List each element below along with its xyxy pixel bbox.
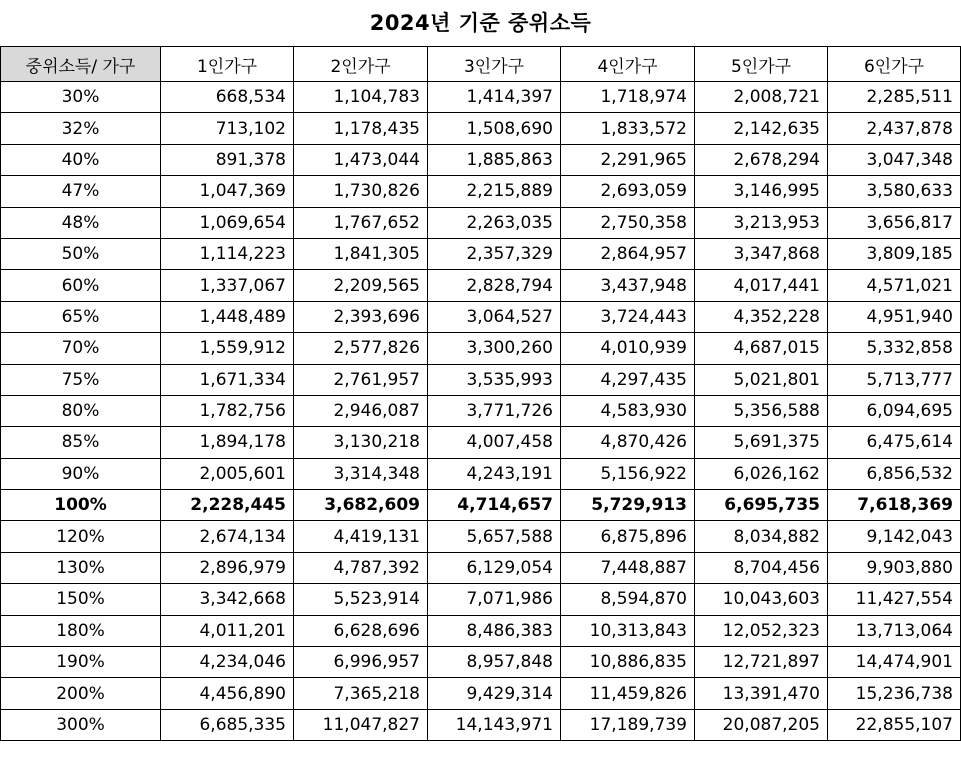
income-value-cell: 2,285,511 <box>828 82 961 113</box>
income-value-cell: 3,300,260 <box>428 333 561 364</box>
table-row <box>1 584 961 615</box>
row-percentage-label: 48% <box>1 207 161 238</box>
row-percentage-label: 75% <box>1 364 161 395</box>
table-row <box>1 113 961 144</box>
income-value-cell: 7,618,369 <box>828 490 961 521</box>
table-row <box>1 238 961 269</box>
income-value-cell: 17,189,739 <box>561 709 695 740</box>
row-percentage-label: 180% <box>1 615 161 646</box>
income-value-cell: 6,875,896 <box>561 521 695 552</box>
income-value-cell: 2,896,979 <box>161 552 294 583</box>
income-value-cell: 3,580,633 <box>828 176 961 207</box>
income-value-cell: 14,143,971 <box>428 709 561 740</box>
income-value-cell: 6,685,335 <box>161 709 294 740</box>
table-row <box>1 395 961 426</box>
table-row <box>1 333 961 364</box>
row-percentage-label: 30% <box>1 82 161 113</box>
income-value-cell: 7,071,986 <box>428 584 561 615</box>
row-percentage-label: 65% <box>1 301 161 332</box>
income-value-cell: 1,178,435 <box>294 113 428 144</box>
income-value-cell: 1,671,334 <box>161 364 294 395</box>
income-value-cell: 2,693,059 <box>561 176 695 207</box>
column-header-6-person: 6인가구 <box>828 47 961 82</box>
income-value-cell: 2,142,635 <box>695 113 828 144</box>
income-value-cell: 7,448,887 <box>561 552 695 583</box>
income-value-cell: 12,052,323 <box>695 615 828 646</box>
income-value-cell: 2,750,358 <box>561 207 695 238</box>
row-percentage-label: 200% <box>1 678 161 709</box>
income-value-cell: 2,209,565 <box>294 270 428 301</box>
income-value-cell: 8,034,882 <box>695 521 828 552</box>
income-value-cell: 1,047,369 <box>161 176 294 207</box>
income-value-cell: 2,761,957 <box>294 364 428 395</box>
income-value-cell: 3,213,953 <box>695 207 828 238</box>
income-value-cell: 1,473,044 <box>294 144 428 175</box>
income-value-cell: 5,691,375 <box>695 427 828 458</box>
income-value-cell: 3,347,868 <box>695 238 828 269</box>
income-value-cell: 1,894,178 <box>161 427 294 458</box>
income-value-cell: 2,946,087 <box>294 395 428 426</box>
income-value-cell: 4,007,458 <box>428 427 561 458</box>
income-value-cell: 20,087,205 <box>695 709 828 740</box>
table-row <box>1 709 961 740</box>
income-value-cell: 5,657,588 <box>428 521 561 552</box>
income-value-cell: 3,682,609 <box>294 490 428 521</box>
income-value-cell: 3,771,726 <box>428 395 561 426</box>
table-row <box>1 490 961 521</box>
income-value-cell: 1,767,652 <box>294 207 428 238</box>
table-row <box>1 301 961 332</box>
income-value-cell: 11,427,554 <box>828 584 961 615</box>
income-value-cell: 4,011,201 <box>161 615 294 646</box>
table-row <box>1 678 961 709</box>
row-percentage-label: 40% <box>1 144 161 175</box>
column-header-5-person: 5인가구 <box>695 47 828 82</box>
income-value-cell: 4,583,930 <box>561 395 695 426</box>
column-header-1-person: 1인가구 <box>161 47 294 82</box>
income-value-cell: 3,724,443 <box>561 301 695 332</box>
column-header-2-person: 2인가구 <box>294 47 428 82</box>
income-value-cell: 6,475,614 <box>828 427 961 458</box>
income-value-cell: 1,885,863 <box>428 144 561 175</box>
income-value-cell: 3,146,995 <box>695 176 828 207</box>
income-value-cell: 2,864,957 <box>561 238 695 269</box>
income-value-cell: 13,391,470 <box>695 678 828 709</box>
income-value-cell: 4,571,021 <box>828 270 961 301</box>
income-value-cell: 2,263,035 <box>428 207 561 238</box>
income-value-cell: 1,782,756 <box>161 395 294 426</box>
income-value-cell: 3,064,527 <box>428 301 561 332</box>
income-value-cell: 6,094,695 <box>828 395 961 426</box>
income-value-cell: 2,008,721 <box>695 82 828 113</box>
income-value-cell: 1,104,783 <box>294 82 428 113</box>
income-value-cell: 11,459,826 <box>561 678 695 709</box>
income-value-cell: 8,957,848 <box>428 647 561 678</box>
income-value-cell: 4,243,191 <box>428 458 561 489</box>
income-value-cell: 5,713,777 <box>828 364 961 395</box>
income-value-cell: 4,419,131 <box>294 521 428 552</box>
table-row <box>1 647 961 678</box>
income-value-cell: 8,486,383 <box>428 615 561 646</box>
median-income-table <box>0 46 961 741</box>
income-value-cell: 2,678,294 <box>695 144 828 175</box>
table-row <box>1 270 961 301</box>
income-value-cell: 5,332,858 <box>828 333 961 364</box>
income-value-cell: 10,043,603 <box>695 584 828 615</box>
income-value-cell: 4,687,015 <box>695 333 828 364</box>
income-value-cell: 9,429,314 <box>428 678 561 709</box>
income-value-cell: 9,142,043 <box>828 521 961 552</box>
income-value-cell: 891,378 <box>161 144 294 175</box>
income-value-cell: 3,437,948 <box>561 270 695 301</box>
income-value-cell: 4,951,940 <box>828 301 961 332</box>
income-value-cell: 7,365,218 <box>294 678 428 709</box>
income-value-cell: 4,870,426 <box>561 427 695 458</box>
table-body <box>1 82 961 741</box>
income-value-cell: 4,714,657 <box>428 490 561 521</box>
income-value-cell: 3,809,185 <box>828 238 961 269</box>
income-value-cell: 2,393,696 <box>294 301 428 332</box>
table-header-row <box>1 47 961 82</box>
table-row <box>1 144 961 175</box>
income-value-cell: 2,828,794 <box>428 270 561 301</box>
income-value-cell: 668,534 <box>161 82 294 113</box>
row-percentage-label: 70% <box>1 333 161 364</box>
income-value-cell: 2,357,329 <box>428 238 561 269</box>
table-row <box>1 176 961 207</box>
income-value-cell: 8,704,456 <box>695 552 828 583</box>
income-value-cell: 1,069,654 <box>161 207 294 238</box>
income-value-cell: 1,508,690 <box>428 113 561 144</box>
income-value-cell: 11,047,827 <box>294 709 428 740</box>
income-value-cell: 1,414,397 <box>428 82 561 113</box>
income-value-cell: 10,886,835 <box>561 647 695 678</box>
income-value-cell: 3,656,817 <box>828 207 961 238</box>
income-value-cell: 1,841,305 <box>294 238 428 269</box>
income-value-cell: 2,437,878 <box>828 113 961 144</box>
row-percentage-label: 85% <box>1 427 161 458</box>
income-value-cell: 4,456,890 <box>161 678 294 709</box>
income-value-cell: 3,535,993 <box>428 364 561 395</box>
income-value-cell: 1,114,223 <box>161 238 294 269</box>
income-value-cell: 713,102 <box>161 113 294 144</box>
income-value-cell: 15,236,738 <box>828 678 961 709</box>
column-header-3-person: 3인가구 <box>428 47 561 82</box>
income-value-cell: 3,314,348 <box>294 458 428 489</box>
table-row <box>1 458 961 489</box>
income-value-cell: 6,026,162 <box>695 458 828 489</box>
income-value-cell: 1,718,974 <box>561 82 695 113</box>
table-row <box>1 615 961 646</box>
income-value-cell: 6,695,735 <box>695 490 828 521</box>
income-value-cell: 2,005,601 <box>161 458 294 489</box>
row-percentage-label: 130% <box>1 552 161 583</box>
row-percentage-label: 100% <box>1 490 161 521</box>
row-percentage-label: 190% <box>1 647 161 678</box>
income-value-cell: 6,628,696 <box>294 615 428 646</box>
income-value-cell: 2,577,826 <box>294 333 428 364</box>
income-value-cell: 1,448,489 <box>161 301 294 332</box>
table-row <box>1 521 961 552</box>
table-row <box>1 427 961 458</box>
income-value-cell: 6,856,532 <box>828 458 961 489</box>
income-value-cell: 4,017,441 <box>695 270 828 301</box>
income-value-cell: 3,047,348 <box>828 144 961 175</box>
income-value-cell: 5,356,588 <box>695 395 828 426</box>
corner-header-cell: 중위소득/ 가구 <box>1 47 161 82</box>
row-percentage-label: 300% <box>1 709 161 740</box>
row-percentage-label: 32% <box>1 113 161 144</box>
income-value-cell: 22,855,107 <box>828 709 961 740</box>
income-value-cell: 2,228,445 <box>161 490 294 521</box>
income-value-cell: 4,010,939 <box>561 333 695 364</box>
income-value-cell: 5,523,914 <box>294 584 428 615</box>
table-row <box>1 364 961 395</box>
row-percentage-label: 90% <box>1 458 161 489</box>
income-value-cell: 3,130,218 <box>294 427 428 458</box>
table-row <box>1 207 961 238</box>
income-value-cell: 5,729,913 <box>561 490 695 521</box>
income-value-cell: 12,721,897 <box>695 647 828 678</box>
row-percentage-label: 120% <box>1 521 161 552</box>
income-value-cell: 5,156,922 <box>561 458 695 489</box>
income-value-cell: 5,021,801 <box>695 364 828 395</box>
income-value-cell: 3,342,668 <box>161 584 294 615</box>
income-value-cell: 2,291,965 <box>561 144 695 175</box>
income-value-cell: 4,352,228 <box>695 301 828 332</box>
income-value-cell: 1,559,912 <box>161 333 294 364</box>
income-value-cell: 1,833,572 <box>561 113 695 144</box>
income-value-cell: 6,129,054 <box>428 552 561 583</box>
income-value-cell: 9,903,880 <box>828 552 961 583</box>
income-value-cell: 13,713,064 <box>828 615 961 646</box>
income-value-cell: 1,337,067 <box>161 270 294 301</box>
income-value-cell: 8,594,870 <box>561 584 695 615</box>
income-value-cell: 6,996,957 <box>294 647 428 678</box>
page-title: 2024년 기준 중위소득 <box>369 11 592 35</box>
income-value-cell: 14,474,901 <box>828 647 961 678</box>
income-value-cell: 4,234,046 <box>161 647 294 678</box>
column-header-4-person: 4인가구 <box>561 47 695 82</box>
income-value-cell: 4,787,392 <box>294 552 428 583</box>
income-value-cell: 1,730,826 <box>294 176 428 207</box>
table-row <box>1 82 961 113</box>
row-percentage-label: 60% <box>1 270 161 301</box>
row-percentage-label: 80% <box>1 395 161 426</box>
row-percentage-label: 150% <box>1 584 161 615</box>
income-value-cell: 10,313,843 <box>561 615 695 646</box>
income-value-cell: 4,297,435 <box>561 364 695 395</box>
table-row <box>1 552 961 583</box>
row-percentage-label: 47% <box>1 176 161 207</box>
income-value-cell: 2,215,889 <box>428 176 561 207</box>
income-value-cell: 2,674,134 <box>161 521 294 552</box>
row-percentage-label: 50% <box>1 238 161 269</box>
